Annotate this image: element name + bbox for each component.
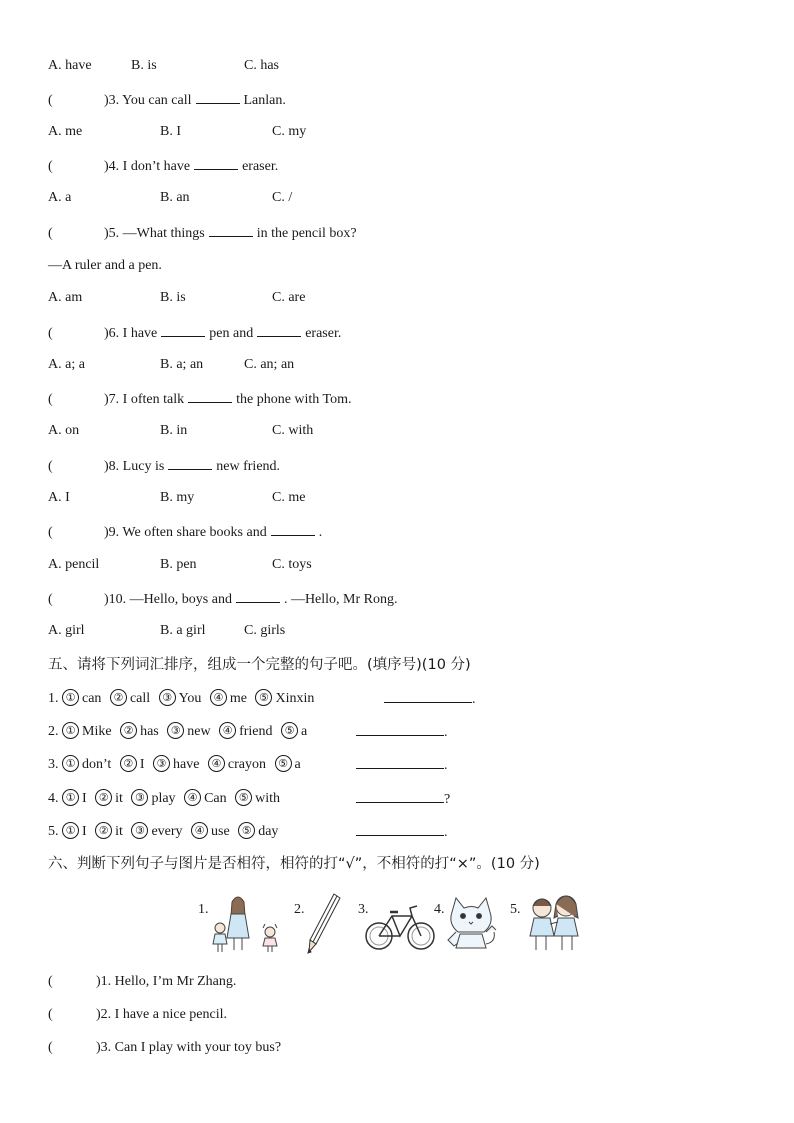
reorder-answer-4[interactable]: ?	[356, 790, 450, 808]
q9-option-a: A. pencil	[48, 557, 100, 572]
q6-option-c: C. an; an	[244, 357, 295, 372]
cat-icon	[442, 892, 498, 954]
q10-option-b: B. a girl	[160, 623, 206, 638]
question-5: ( )5. —What things in the pencil box?	[48, 226, 357, 241]
reorder-answer-3[interactable]: .	[356, 756, 448, 774]
question-3: ( )3. You can call Lanlan.	[48, 93, 286, 108]
q2-option-a: A. have	[48, 58, 92, 73]
teacher-students-icon	[208, 892, 288, 954]
q7-option-c: C. with	[272, 423, 314, 438]
answer-blank	[196, 91, 240, 104]
q8-option-b: B. my	[160, 490, 195, 505]
q3-option-b: B. I	[160, 124, 181, 139]
picture-4-cat: 4.	[434, 892, 498, 954]
answer-blank	[236, 590, 280, 603]
q8-option-c: C. me	[272, 490, 306, 505]
q5-option-b: B. is	[160, 290, 186, 305]
q2-option-c: C. has	[244, 58, 279, 73]
q7-option-b: B. in	[160, 423, 188, 438]
judge-item-3: ( )3. Can I play with your toy bus?	[48, 1040, 282, 1055]
reorder-item-1: 1. ① can ② call ③ You ④ me ⑤ Xinxin	[48, 691, 315, 706]
q5-reply: —A ruler and a pen.	[48, 258, 162, 273]
judge-item-2: ( )2. I have a nice pencil.	[48, 1007, 227, 1022]
two-girls-icon	[522, 892, 588, 954]
answer-blank	[257, 324, 301, 337]
reorder-item-3: 3. ① don’t ② I ③ have ④ crayon ⑤ a	[48, 757, 301, 772]
reorder-item-4: 4. ① I ② it ③ play ④ Can ⑤ with	[48, 791, 281, 806]
q6-option-b: B. a; an	[160, 357, 204, 372]
q5-option-a: A. am	[48, 290, 83, 305]
q4-option-c: C. /	[272, 190, 293, 205]
answer-blank	[161, 324, 205, 337]
question-7: ( )7. I often talk the phone with Tom.	[48, 392, 352, 407]
section-6-title: 六、判断下列句子与图片是否相符，相符的打“√”，不相符的打“×”。(10 分)	[48, 856, 540, 872]
bicycle-icon	[364, 902, 436, 954]
q10-option-c: C. girls	[244, 623, 286, 638]
question-4: ( )4. I don’t have eraser.	[48, 159, 279, 174]
answer-blank	[168, 457, 212, 470]
picture-3-bicycle: 3.	[358, 892, 436, 954]
picture-5-two-girls: 5.	[510, 892, 588, 954]
q3-option-a: A. me	[48, 124, 83, 139]
reorder-answer-5[interactable]: .	[356, 823, 448, 841]
answer-blank	[194, 157, 238, 170]
q9-option-c: C. toys	[272, 557, 312, 572]
q6-option-a: A. a; a	[48, 357, 85, 372]
q5-option-c: C. are	[272, 290, 306, 305]
reorder-item-2: 2. ① Mike ② has ③ new ④ friend ⑤ a	[48, 724, 308, 739]
q3-option-c: C. my	[272, 124, 307, 139]
q4-option-a: A. a	[48, 190, 72, 205]
q7-option-a: A. on	[48, 423, 80, 438]
question-6: ( )6. I have pen and eraser.	[48, 326, 342, 341]
question-8: ( )8. Lucy is new friend.	[48, 459, 281, 474]
picture-1-teacher-students: 1.	[198, 892, 288, 954]
q8-option-a: A. I	[48, 490, 70, 505]
pencil-icon	[304, 892, 344, 954]
answer-blank	[209, 224, 253, 237]
question-9: ( )9. We often share books and .	[48, 525, 323, 540]
judge-item-1: ( )1. Hello, I’m Mr Zhang.	[48, 974, 237, 989]
question-10: ( )10. —Hello, boys and . —Hello, Mr Rong.	[48, 592, 398, 607]
q9-option-b: B. pen	[160, 557, 197, 572]
q10-option-a: A. girl	[48, 623, 85, 638]
answer-blank	[188, 390, 232, 403]
reorder-answer-1[interactable]: .	[384, 690, 476, 708]
q4-option-b: B. an	[160, 190, 190, 205]
picture-2-pencil: 2.	[294, 892, 344, 954]
reorder-item-5: 5. ① I ② it ③ every ④ use ⑤ day	[48, 824, 279, 839]
section-5-title: 五、请将下列词汇排序，组成一个完整的句子吧。(填序号)(10 分)	[48, 657, 471, 673]
q2-option-b: B. is	[131, 58, 157, 73]
answer-blank	[271, 523, 315, 536]
reorder-answer-2[interactable]: .	[356, 723, 448, 741]
